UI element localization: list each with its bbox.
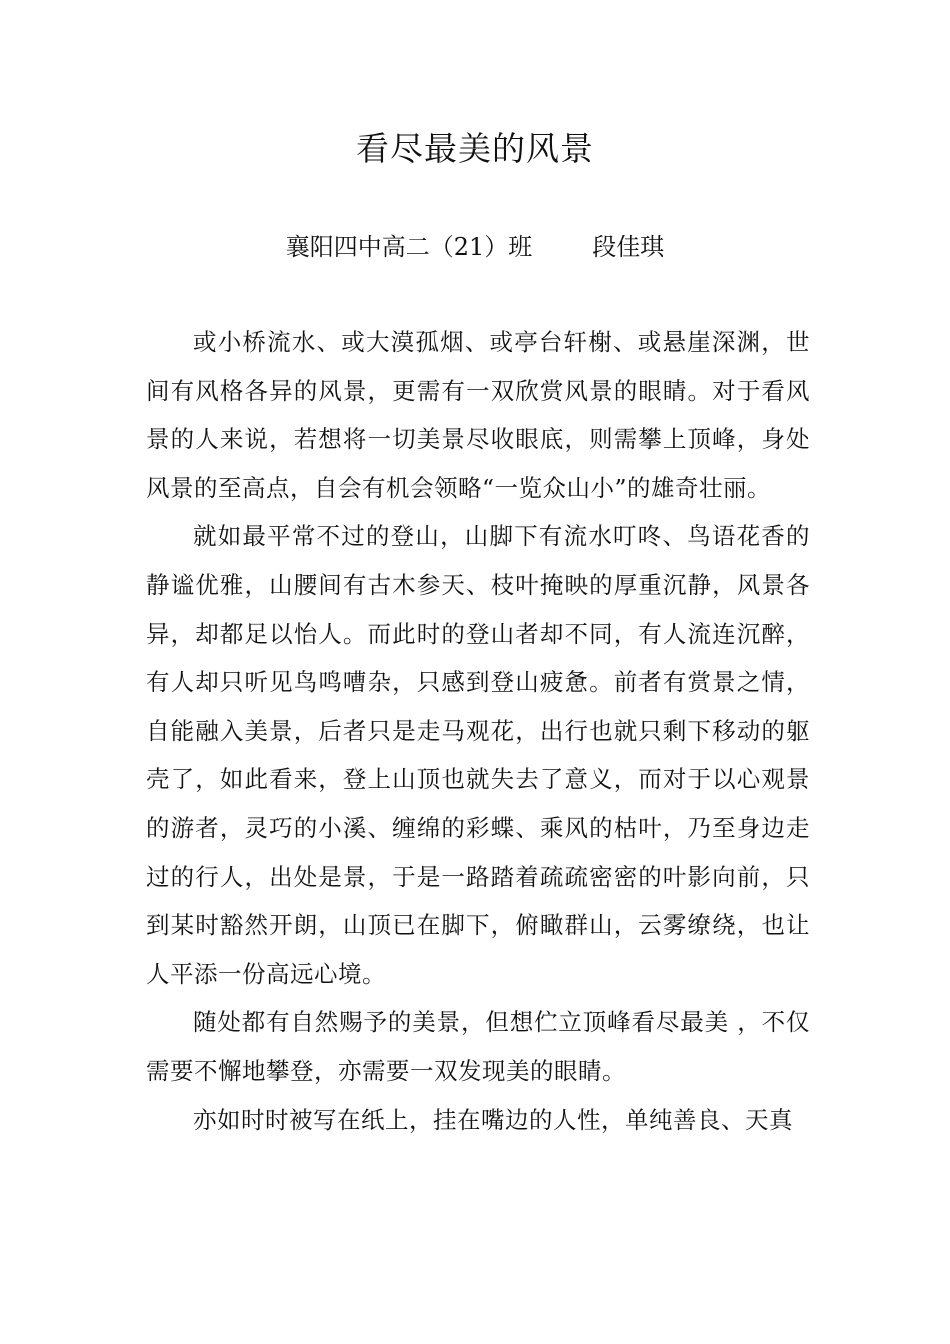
paragraph-4: 亦如时时被写在纸上，挂在嘴边的人性，单纯善良、天真 <box>193 1105 793 1134</box>
author-name: 段佳琪 <box>592 233 665 261</box>
paragraph-1: 或小桥流水、或大漠孤烟、或亭台轩榭、或悬崖深渊，世间有风格各异的风景，更需有一双欣赏风景的眼睛。对于看风景的人来说，若想将一切美景尽收眼底，则需攀上顶峰，身处风景的至高点，自会有机会领略“一览众山小”的雄奇壮丽。 <box>146 328 810 502</box>
author-class: 襄阳四中高二（21）班 <box>285 233 533 261</box>
document-title: 看尽最美的风景 <box>356 129 594 168</box>
paragraph-2: 就如最平常不过的登山，山脚下有流水叮咚、鸟语花香的静谧优雅，山腰间有古木参天、枝叶掩映的厚重沉静，风景各异，却都足以怡人。而此时的登山者却不同，有人流连沉醉，有人却只听见鸟鸣嘈杂，只感到登山疲惫。前者有赏景之情，自能融入美景，后者只是走马观花，出行也就只剩下移动的躯壳了，如此看来，登上山顶也就失去了意义，而对于以心观景的游者，灵巧的小溪、缠绵的彩蝶、乘风的枯叶，乃至身边走过的行人，出处是景，于是一路踏着疏疏密密的叶影向前，只到某时豁然开朗，山顶已在脚下，俯瞰群山，云雾缭绕，也让人平添一份高远心境。 <box>146 522 810 988</box>
article-body <box>146 318 810 1144</box>
paragraph-3: 随处都有自然赐予的美景，但想伫立顶峰看尽最美 ，不仅需要不懈地攀登，亦需要一双发现美的眼睛。 <box>146 1008 810 1085</box>
byline <box>0 227 950 267</box>
